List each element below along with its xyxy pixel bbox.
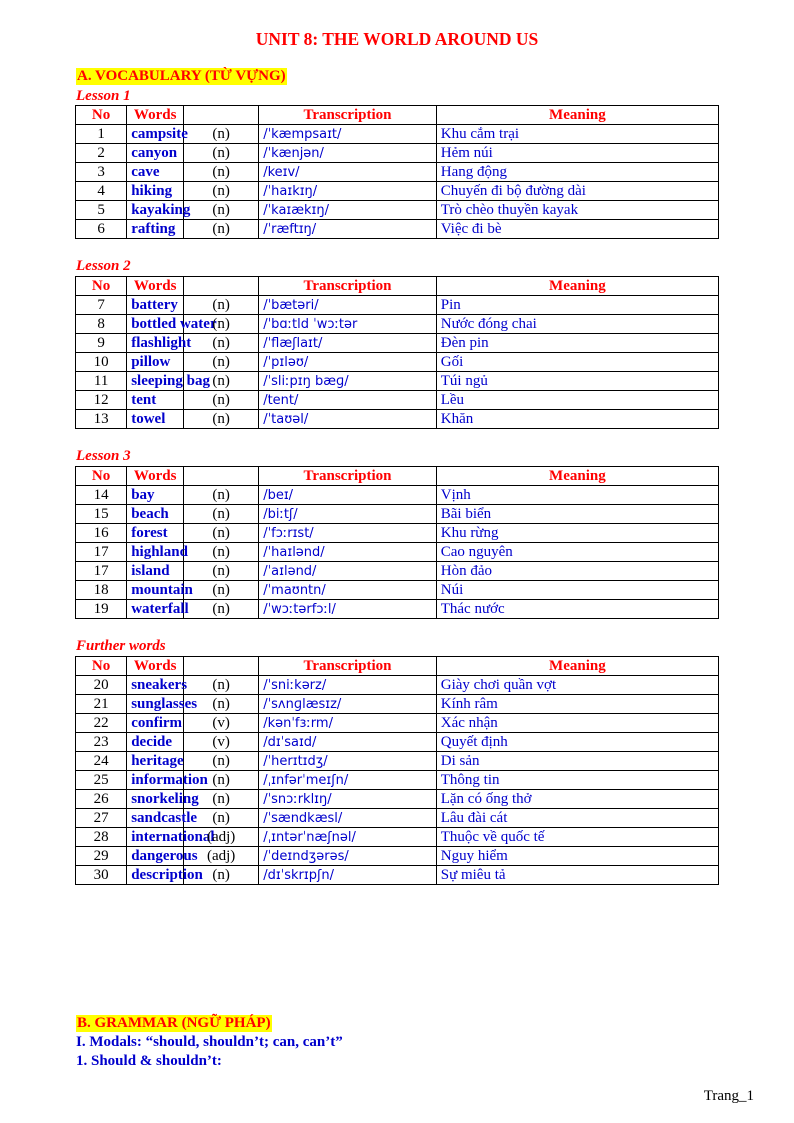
page-number: Trang_1 (703, 1088, 754, 1104)
table-row (76, 581, 719, 600)
row-number: 1 (76, 125, 127, 144)
table-row (76, 866, 719, 885)
part-of-speech: (n) (184, 524, 259, 543)
row-number: 27 (76, 809, 127, 828)
vocab-word: snorkeling (127, 790, 184, 809)
vocab-word: tent (127, 391, 184, 410)
transcription: /ˈherɪtɪdʒ/ (259, 752, 437, 771)
table-row (76, 676, 719, 695)
part-of-speech: (n) (184, 543, 259, 562)
row-number: 7 (76, 296, 127, 315)
table-row (76, 220, 719, 239)
part-of-speech: (adj) (184, 828, 259, 847)
part-of-speech: (n) (184, 125, 259, 144)
meaning: Khu cắm trại (436, 125, 718, 144)
table-row (76, 163, 719, 182)
transcription: /ˈsnɔːrklɪŋ/ (259, 790, 437, 809)
vocab-word: beach (127, 505, 184, 524)
row-number: 30 (76, 866, 127, 885)
meaning: Nước đóng chai (436, 315, 718, 334)
row-number: 6 (76, 220, 127, 239)
transcription: /ˌɪntərˈnæʃnəl/ (259, 828, 437, 847)
part-of-speech: (n) (184, 220, 259, 239)
table-row (76, 125, 719, 144)
table-row (76, 334, 719, 353)
transcription: /ˈsʌnɡlæsɪz/ (259, 695, 437, 714)
meaning: Pin (436, 296, 718, 315)
part-of-speech: (adj) (184, 847, 259, 866)
row-number: 3 (76, 163, 127, 182)
transcription: /beɪ/ (259, 486, 437, 505)
header-no: No (76, 657, 127, 676)
table-header-row (76, 657, 719, 676)
transcription: /ˈkænjən/ (259, 144, 437, 163)
header-no: No (76, 467, 127, 486)
transcription: /ˈkæmpsaɪt/ (259, 125, 437, 144)
part-of-speech: (n) (184, 771, 259, 790)
row-number: 20 (76, 676, 127, 695)
header-words: Words (127, 277, 184, 296)
vocabulary-heading: A. VOCABULARY (TỪ VỰNG) (77, 68, 286, 84)
table-row (76, 847, 719, 866)
table-row (76, 771, 719, 790)
row-number: 8 (76, 315, 127, 334)
meaning: Túi ngủ (436, 372, 718, 391)
vocab-word: sandcastle (127, 809, 184, 828)
row-number: 29 (76, 847, 127, 866)
header-part-of-speech (184, 106, 259, 125)
part-of-speech: (n) (184, 144, 259, 163)
part-of-speech: (n) (184, 752, 259, 771)
header-transcription: Transcription (259, 277, 437, 296)
meaning: Sự miêu tả (436, 866, 718, 885)
grammar-subheading: 1. Should & shouldn’t: (76, 1053, 222, 1069)
row-number: 17 (76, 562, 127, 581)
vocab-word: towel (127, 410, 184, 429)
part-of-speech: (n) (184, 201, 259, 220)
table-row (76, 391, 719, 410)
grammar-subheading: I. Modals: “should, shouldn’t; can, can’t” (76, 1034, 343, 1050)
part-of-speech: (n) (184, 676, 259, 695)
meaning: Hòn đảo (436, 562, 718, 581)
part-of-speech: (n) (184, 866, 259, 885)
header-no: No (76, 277, 127, 296)
transcription: /ˈfɔːrɪst/ (259, 524, 437, 543)
meaning: Trò chèo thuyền kayak (436, 201, 718, 220)
row-number: 13 (76, 410, 127, 429)
vocab-word: sunglasses (127, 695, 184, 714)
part-of-speech: (n) (184, 372, 259, 391)
transcription: /ˌɪnfərˈmeɪʃn/ (259, 771, 437, 790)
vocab-word: confirm (127, 714, 184, 733)
transcription: /ˈmaʊntn/ (259, 581, 437, 600)
header-words: Words (127, 657, 184, 676)
transcription: /ˈræftɪŋ/ (259, 220, 437, 239)
lesson-label: Lesson 3 (76, 448, 131, 464)
header-words: Words (127, 106, 184, 125)
table-header-row (76, 106, 719, 125)
meaning: Đèn pin (436, 334, 718, 353)
meaning: Khu rừng (436, 524, 718, 543)
row-number: 12 (76, 391, 127, 410)
transcription: /dɪˈskrɪpʃn/ (259, 866, 437, 885)
table-row (76, 600, 719, 619)
meaning: Kính râm (436, 695, 718, 714)
transcription: /ˈflæʃlaɪt/ (259, 334, 437, 353)
meaning: Xác nhận (436, 714, 718, 733)
vocab-word: international (127, 828, 184, 847)
vocab-word: forest (127, 524, 184, 543)
vocab-word: decide (127, 733, 184, 752)
table-row (76, 410, 719, 429)
row-number: 14 (76, 486, 127, 505)
table-row (76, 182, 719, 201)
vocab-word: sleeping bag (127, 372, 184, 391)
vocab-word: kayaking (127, 201, 184, 220)
row-number: 23 (76, 733, 127, 752)
meaning: Bãi biển (436, 505, 718, 524)
lesson-label: Further words (76, 638, 166, 654)
header-transcription: Transcription (259, 657, 437, 676)
table-row (76, 201, 719, 220)
vocab-word: bottled water (127, 315, 184, 334)
row-number: 4 (76, 182, 127, 201)
row-number: 28 (76, 828, 127, 847)
transcription: /ˈaɪlənd/ (259, 562, 437, 581)
vocab-table-further-words (75, 656, 719, 885)
vocab-word: waterfall (127, 600, 184, 619)
row-number: 9 (76, 334, 127, 353)
part-of-speech: (n) (184, 315, 259, 334)
part-of-speech: (v) (184, 714, 259, 733)
meaning: Lều (436, 391, 718, 410)
vocab-word: rafting (127, 220, 184, 239)
lesson-label: Lesson 2 (76, 258, 131, 274)
table-row (76, 144, 719, 163)
vocab-word: pillow (127, 353, 184, 372)
row-number: 25 (76, 771, 127, 790)
vocab-table-lesson-2 (75, 276, 719, 429)
row-number: 16 (76, 524, 127, 543)
header-meaning: Meaning (436, 467, 718, 486)
table-row (76, 752, 719, 771)
table-row (76, 505, 719, 524)
table-row (76, 543, 719, 562)
row-number: 22 (76, 714, 127, 733)
vocab-word: heritage (127, 752, 184, 771)
table-row (76, 315, 719, 334)
row-number: 24 (76, 752, 127, 771)
meaning: Thông tin (436, 771, 718, 790)
meaning: Giày chơi quần vợt (436, 676, 718, 695)
meaning: Việc đi bè (436, 220, 718, 239)
part-of-speech: (n) (184, 410, 259, 429)
table-row (76, 790, 719, 809)
transcription: /ˈbɑːtld ˈwɔːtər (259, 315, 437, 334)
table-row (76, 524, 719, 543)
vocab-table-lesson-3 (75, 466, 719, 619)
transcription: /ˈsniːkərz/ (259, 676, 437, 695)
header-transcription: Transcription (259, 106, 437, 125)
meaning: Gối (436, 353, 718, 372)
transcription: /ˈsliːpɪŋ bæɡ/ (259, 372, 437, 391)
row-number: 15 (76, 505, 127, 524)
header-no: No (76, 106, 127, 125)
part-of-speech: (n) (184, 790, 259, 809)
meaning: Hang động (436, 163, 718, 182)
transcription: /ˈkaɪækɪŋ/ (259, 201, 437, 220)
table-header-row (76, 467, 719, 486)
row-number: 11 (76, 372, 127, 391)
meaning: Lặn có ống thở (436, 790, 718, 809)
row-number: 2 (76, 144, 127, 163)
row-number: 10 (76, 353, 127, 372)
transcription: /ˈtaʊəl/ (259, 410, 437, 429)
part-of-speech: (n) (184, 182, 259, 201)
part-of-speech: (n) (184, 296, 259, 315)
header-part-of-speech (184, 277, 259, 296)
transcription: /biːtʃ/ (259, 505, 437, 524)
table-row (76, 733, 719, 752)
transcription: /ˈsændkæsl/ (259, 809, 437, 828)
table-row (76, 372, 719, 391)
meaning: Di sản (436, 752, 718, 771)
header-meaning: Meaning (436, 277, 718, 296)
meaning: Khăn (436, 410, 718, 429)
vocab-word: description (127, 866, 184, 885)
transcription: /ˈwɔːtərfɔːl/ (259, 600, 437, 619)
table-row (76, 695, 719, 714)
vocab-word: sneakers (127, 676, 184, 695)
vocab-word: cave (127, 163, 184, 182)
vocab-word: flashlight (127, 334, 184, 353)
page-title: UNIT 8: THE WORLD AROUND US (255, 29, 539, 49)
vocab-word: battery (127, 296, 184, 315)
transcription: /keɪv/ (259, 163, 437, 182)
table-row (76, 296, 719, 315)
table-row (76, 562, 719, 581)
table-header-row (76, 277, 719, 296)
transcription: /ˈhaɪkɪŋ/ (259, 182, 437, 201)
part-of-speech: (v) (184, 733, 259, 752)
vocab-table-lesson-1 (75, 105, 719, 239)
meaning: Nguy hiểm (436, 847, 718, 866)
header-meaning: Meaning (436, 657, 718, 676)
transcription: /kənˈfɜːrm/ (259, 714, 437, 733)
part-of-speech: (n) (184, 695, 259, 714)
part-of-speech: (n) (184, 505, 259, 524)
meaning: Vịnh (436, 486, 718, 505)
transcription: /ˈdeɪndʒərəs/ (259, 847, 437, 866)
table-row (76, 714, 719, 733)
transcription: /dɪˈsaɪd/ (259, 733, 437, 752)
meaning: Hẻm núi (436, 144, 718, 163)
meaning: Thuộc về quốc tế (436, 828, 718, 847)
vocab-word: bay (127, 486, 184, 505)
vocab-word: highland (127, 543, 184, 562)
transcription: /ˈpɪləʊ/ (259, 353, 437, 372)
table-row (76, 809, 719, 828)
vocab-word: campsite (127, 125, 184, 144)
row-number: 18 (76, 581, 127, 600)
part-of-speech: (n) (184, 163, 259, 182)
part-of-speech: (n) (184, 391, 259, 410)
meaning: Cao nguyên (436, 543, 718, 562)
row-number: 19 (76, 600, 127, 619)
vocab-word: canyon (127, 144, 184, 163)
part-of-speech: (n) (184, 334, 259, 353)
header-part-of-speech (184, 467, 259, 486)
meaning: Lâu đài cát (436, 809, 718, 828)
part-of-speech: (n) (184, 353, 259, 372)
table-row (76, 828, 719, 847)
meaning: Chuyến đi bộ đường dài (436, 182, 718, 201)
table-row (76, 353, 719, 372)
header-transcription: Transcription (259, 467, 437, 486)
header-words: Words (127, 467, 184, 486)
meaning: Thác nước (436, 600, 718, 619)
header-part-of-speech (184, 657, 259, 676)
part-of-speech: (n) (184, 562, 259, 581)
vocab-word: mountain (127, 581, 184, 600)
header-meaning: Meaning (436, 106, 718, 125)
part-of-speech: (n) (184, 486, 259, 505)
row-number: 21 (76, 695, 127, 714)
lesson-label: Lesson 1 (76, 88, 131, 104)
transcription: /ˈbætəri/ (259, 296, 437, 315)
table-row (76, 486, 719, 505)
row-number: 17 (76, 543, 127, 562)
vocab-word: information (127, 771, 184, 790)
meaning: Quyết định (436, 733, 718, 752)
vocab-word: hiking (127, 182, 184, 201)
grammar-heading: B. GRAMMAR (NGỮ PHÁP) (77, 1015, 271, 1031)
row-number: 5 (76, 201, 127, 220)
vocab-word: island (127, 562, 184, 581)
meaning: Núi (436, 581, 718, 600)
transcription: /ˈhaɪlənd/ (259, 543, 437, 562)
part-of-speech: (n) (184, 581, 259, 600)
part-of-speech: (n) (184, 600, 259, 619)
transcription: /tent/ (259, 391, 437, 410)
vocab-word: dangerous (127, 847, 184, 866)
row-number: 26 (76, 790, 127, 809)
part-of-speech: (n) (184, 809, 259, 828)
